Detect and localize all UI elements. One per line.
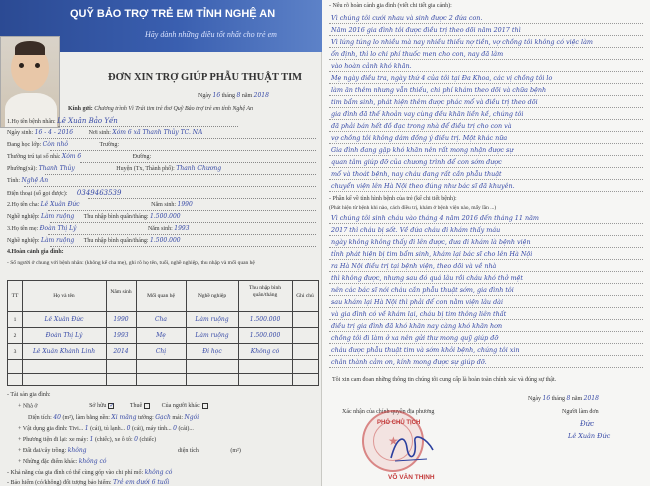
wall-label: tường: [138,415,154,421]
form-date [198,92,269,99]
applicant-signature: Đức [580,420,595,428]
land-area-label: diện tích [178,448,199,454]
reason-line: chuyển viện lên Hà Nội theo đúng như bác sĩ đã khuyên. [329,180,643,192]
mother-job-label: Nghề nghiệp: [7,238,40,244]
org-tagline: Hãy dành những điều tốt nhất cho trẻ em [145,30,277,39]
car-value: 0 [134,436,138,443]
table-cell: Làm ruộng [195,316,229,323]
floor-value: Xi măng [111,414,137,421]
father-yob-value: 1990 [177,201,193,208]
class-value: Còn nhỏ [42,141,68,148]
car-label: (chiếc), xe ô tô: [94,437,133,443]
reason-line: Gia đình đang gặp khó khăn nên rất mong nhận được sự [329,144,643,156]
owned-label: Sở hữu [89,403,107,410]
dob-label: Ngày sinh: [7,130,34,136]
ward-label: Phường(xã): [7,166,38,172]
table-cell: 1.500.000 [249,316,281,323]
table-cell: Cha [154,316,168,323]
org-name: QUỸ BẢO TRỢ TRẺ EM TỈNH NGHỆ AN [70,8,276,20]
table-cell: 1990 [113,316,129,323]
illness-line: chân thành cảm ơn, kính mong được sự giúp đỡ. [329,356,643,368]
illness-line: Vì chúng tôi sinh cháu vào tháng 4 năm 2016 đến tháng 11 năm [329,212,643,224]
fridge-label: (cái), tủ lạnh... [90,426,126,432]
house-row [18,403,208,409]
area-label: Diện tích: [28,415,52,421]
table-cell: Đi học [202,348,222,355]
official-title: PHÓ CHỦ TỊCH [377,420,421,426]
phone-label: Điện thoại (số gọi được): [7,191,68,197]
table-cell: Làm ruộng [195,332,229,339]
land-area-unit: (m²) [230,448,241,454]
patient-name-label: 1.Họ tên bệnh nhân: [7,119,56,125]
support-value: không có [144,469,173,476]
mother-value: Đoàn Thị Lý [39,225,77,232]
ward-row [7,165,221,172]
greeting-label: Kính gửi: [68,106,93,112]
table-cell: Mẹ [156,332,166,339]
reason-line: tim bẩm sinh, phát hiện thêm được phác mổ và điều trị theo dõi [329,96,643,108]
household-table [7,280,319,386]
residence-label: Thường trú tại số nhà: [7,154,61,160]
residence-value: Xóm 6 [61,153,82,160]
insurance-label: - Bảo hiểm (có/không) đối tượng bảo hiểm: [7,480,112,486]
patient-name-value: Lê Xuân Bảo Yến [57,117,118,125]
reason-line: Vì lúng túng lo nhiều mà nay nhiều thiếu nợ tiền, vợ chồng tôi không có việc làm [329,36,643,48]
table-cell: Chị [155,348,167,355]
col-header-relation: Mối quan hệ [147,293,175,299]
roof-label: mái: [172,415,184,421]
tv-value: 1 [84,425,89,432]
form-page-right [322,0,650,486]
form-title: ĐƠN XIN TRỢ GIÚP PHẪU THUẬT TIM [108,72,303,83]
mother-income-label: Thu nhập bình quân/tháng: [83,238,149,244]
insurance-value: Trẻ em dưới 6 tuổi [113,479,170,486]
reason-heading: - Nêu rõ hoàn cảnh gia đình (viết chi tiết gia cảnh): [329,3,452,9]
table-cell: 2 [13,333,17,339]
mother-job-value: Làm ruộng [41,237,75,244]
phone-value: 0349463539 [76,189,122,197]
local-authority-label: Xác nhận của chính quyền địa phương [342,409,435,415]
sign-date-label: Ngày [528,396,541,402]
sign-date-day: 16 [542,395,551,402]
commitment-text: Tôi xin cam đoan những thông tin chúng tôi cung cấp là hoàn toàn chính xác và đúng sự thật. [332,377,557,383]
reason-line: quan tâm giúp đỡ của chương trình để con sớm được [329,156,643,168]
date-label: Ngày [198,93,211,99]
other-assets-label: + Những đặc điểm khác: [18,459,78,465]
mother-job-row [7,237,181,244]
date-year: 2018 [253,92,269,99]
col-header-name: Họ và tên [53,293,75,299]
insurance-row [7,479,169,486]
motorbike-value: 1 [89,436,94,443]
illness-line: thì không được, nhưng sau đó quá lâu rồi cháu khó thở mệt [329,272,643,284]
household-note: - Số người ở chung với bệnh nhân: (không kể cha mẹ), ghi rõ họ tên, tuổi, nghề nghiệp, thu nhập và mối quan hệ [7,260,255,266]
illness-line: ra Hà Nội điều trị tại bệnh viện, theo dõi và về nhà [329,260,643,272]
vehicle-row [18,436,156,443]
land-value: không [67,447,87,454]
col-header-yob: Năm sinh [110,289,132,295]
form-page-left [0,0,322,486]
mother-label: 3.Họ tên mẹ: [7,226,39,232]
area-unit: (m²), làm bằng nền: [62,415,110,421]
dob-value: 16 - 4 - 2016 [34,129,74,136]
table-cell: 1 [13,317,17,323]
appliances-label: + Vật dụng gia đình: Tivi... [18,426,84,432]
table-cell: Lê Xuân Đức [44,316,84,323]
street-label: Đường: [132,154,152,160]
birthplace-value: Xóm 6 xã Thanh Thủy TC. NA [112,129,203,136]
applicant-name: Lê Xuân Đức [568,432,611,440]
sign-year-label: năm [571,396,583,402]
computer-value: 0 [173,425,177,432]
land-row [18,447,241,454]
father-yob-label: Năm sinh: [151,202,176,208]
table-cell: Lê Xuân Khánh Linh [32,348,96,355]
house-label: + Nhà ở [18,403,38,410]
table-cell: Không có [250,348,280,355]
father-row [7,201,193,208]
official-name: VÕ VĂN THỊNH [388,474,435,481]
mother-income-value: 1.500.000 [150,237,181,244]
support-label: - Khả năng của gia đình có thể cùng góp vào chi phí mổ: [7,470,144,476]
illness-line: ngày không không thấy đi lên được, đưa đi khám là bệnh viện [329,236,643,248]
computer-label: (cái), máy tính... [131,426,172,432]
father-label: 2.Họ tên cha: [7,202,40,208]
illness-line: sau khám lại Hà Nội thì phải để con nằm viện lâu dài [329,296,643,308]
patient-photo [0,36,60,128]
date-month: 8 [236,92,241,99]
fridge-value: 0 [126,425,131,432]
area-row [28,414,199,421]
assets-label: - Tài sản gia đình: [7,392,51,398]
father-income-label: Thu nhập bình quân/tháng: [83,214,149,220]
year-label: năm [241,93,253,99]
illness-line: và gia đình có về khám lại, cháu bị tim thông liên thất [329,308,643,320]
sign-date-year: 2018 [583,395,599,402]
month-label: tháng [221,93,235,99]
father-job-row [7,213,181,220]
reason-line: đã phải bán hết đồ đạc trong nhà để điều trị cho con và [329,120,643,132]
illness-line: cháu được phẫu thuật tim và sớm khỏi bệnh, chúng tôi xin [329,344,643,356]
province-row [7,177,48,184]
reason-line: Mẹ ngày điều tra, ngày thứ 4 của tôi tại Đa Khoa, các vị chồng tôi lo [329,72,643,84]
mother-yob-value: 1993 [174,225,190,232]
owned-checkbox[interactable]: ✓ [109,403,115,409]
mother-row [7,225,190,232]
reason-line: gia đình đã thế khoản vay cùng đều khăn liền kề, chúng tôi [329,108,643,120]
father-income-value: 1.500.000 [150,213,181,220]
table-cell: 1.500.000 [249,332,281,339]
car-unit: (chiếc) [139,437,157,443]
district-value: Thanh Chương [176,165,222,172]
other-owner-checkbox[interactable] [202,403,208,409]
reason-line: Vì chúng tôi cưới nhau và sinh được 2 đứa con. [329,12,643,24]
sign-date [528,395,599,402]
col-header-note: Ghi chú [296,293,314,299]
family-situation-label: 4.Hoàn cảnh gia đình: [7,249,64,255]
school-label: Trường: [99,142,120,148]
mother-yob-label: Năm sinh: [147,226,173,232]
table-cell: Đoàn Thị Lý [45,332,83,339]
patient-name-row [7,117,118,125]
col-header-job: Nghề nghiệp [197,293,227,299]
reason-line: vợ chồng tôi không dám đồng ý điều trị. Một khác nữa [329,132,643,144]
reason-line: ổn định, thì lo chi phí thuốc men cho con, nay đã lâm [329,48,643,60]
illness-line: 2017 thì cháu bị sốt. Về đứa cháu đi khám thấy máu [329,224,643,236]
illness-heading: - Phần kể về tình hình bệnh của trẻ (kể chi tiết bệnh): [329,196,457,202]
reason-line: làm ăn thêm nhưng vẫn thiếu, chi phí khám theo dõi và chữa bệnh [329,84,643,96]
reason-line: Năm 2016 gia đình tôi được điều trị theo dõi năm 2017 thì [329,24,643,36]
sign-month-label: tháng [551,396,565,402]
father-job-label: Nghề nghiệp: [7,214,40,220]
vehicle-label: + Phương tiện đi lại: xe máy: [18,437,89,443]
greeting-text: Chương trình Vì Trái tim trẻ thơ Quỹ Bảo trợ trẻ em tỉnh Nghệ An [94,106,254,112]
district-label: Huyện (Tx, Thành phố): [116,166,175,172]
table-cell: 2014 [113,348,129,355]
province-label: Tỉnh: [7,178,20,184]
illness-line: điều trị gia đình đã khó khăn nay càng khó khăn hơn [329,320,643,332]
phone-row [7,189,121,197]
other-owner-label: Của người khác [161,403,200,410]
applicant-label: Người làm đơn [562,409,599,415]
illness-line: nên các bác sĩ nói cháu cần phẫu thuật sớm, gia đình tôi [329,284,643,296]
other-assets-value: không có [78,458,107,465]
rent-checkbox[interactable] [144,403,150,409]
illness-subheading: (Phát hiện từ bệnh khi nào, cách điều trị, khám ở bệnh viện nào, mấy lần ...) [329,205,497,211]
col-header-tt: TT [11,293,19,299]
sign-date-month: 8 [566,395,571,402]
province-value: Nghệ An [21,177,49,184]
class-label: Đang học lớp: [7,142,42,148]
greeting [68,106,253,112]
wall-value: Gạch [155,414,171,421]
support-row [7,469,172,476]
reason-line: mổ và thoát bệnh, nay cháu đang rất cần phẫu thuật [329,168,643,180]
dob-row [7,129,202,136]
date-day: 16 [212,92,221,99]
residence-row [7,153,151,160]
table-cell: 3 [13,349,17,355]
other-assets-row [18,458,107,465]
illness-line: chồng tôi đi làm ở xa nên gửi thư mong quỹ giúp đỡ [329,332,643,344]
class-row [7,141,119,148]
official-seal-icon: ★ [362,410,424,472]
appliances-row [18,425,194,432]
area-value: 40 [53,414,61,421]
computer-unit: (cái)... [178,426,194,432]
table-cell: 1993 [113,332,129,339]
rent-label: Thuê [129,403,143,410]
land-label: + Đất đai/cây trồng: [18,448,67,454]
father-value: Lê Xuân Đức [40,201,80,208]
ward-value: Thanh Thủy [38,165,75,172]
roof-value: Ngói [184,414,200,421]
father-job-value: Làm ruộng [41,213,75,220]
illness-line: tỉnh phát hiện bị tim bẩm sinh, khám lại bác sĩ cho lên Hà Nội [329,248,643,260]
col-header-income: Thu nhập bình quân/tháng [248,285,282,298]
official-signature-icon [387,428,437,468]
birthplace-label: Nơi sinh: [88,130,111,136]
reason-line: vào hoàn cảnh khó khăn. [329,60,643,72]
